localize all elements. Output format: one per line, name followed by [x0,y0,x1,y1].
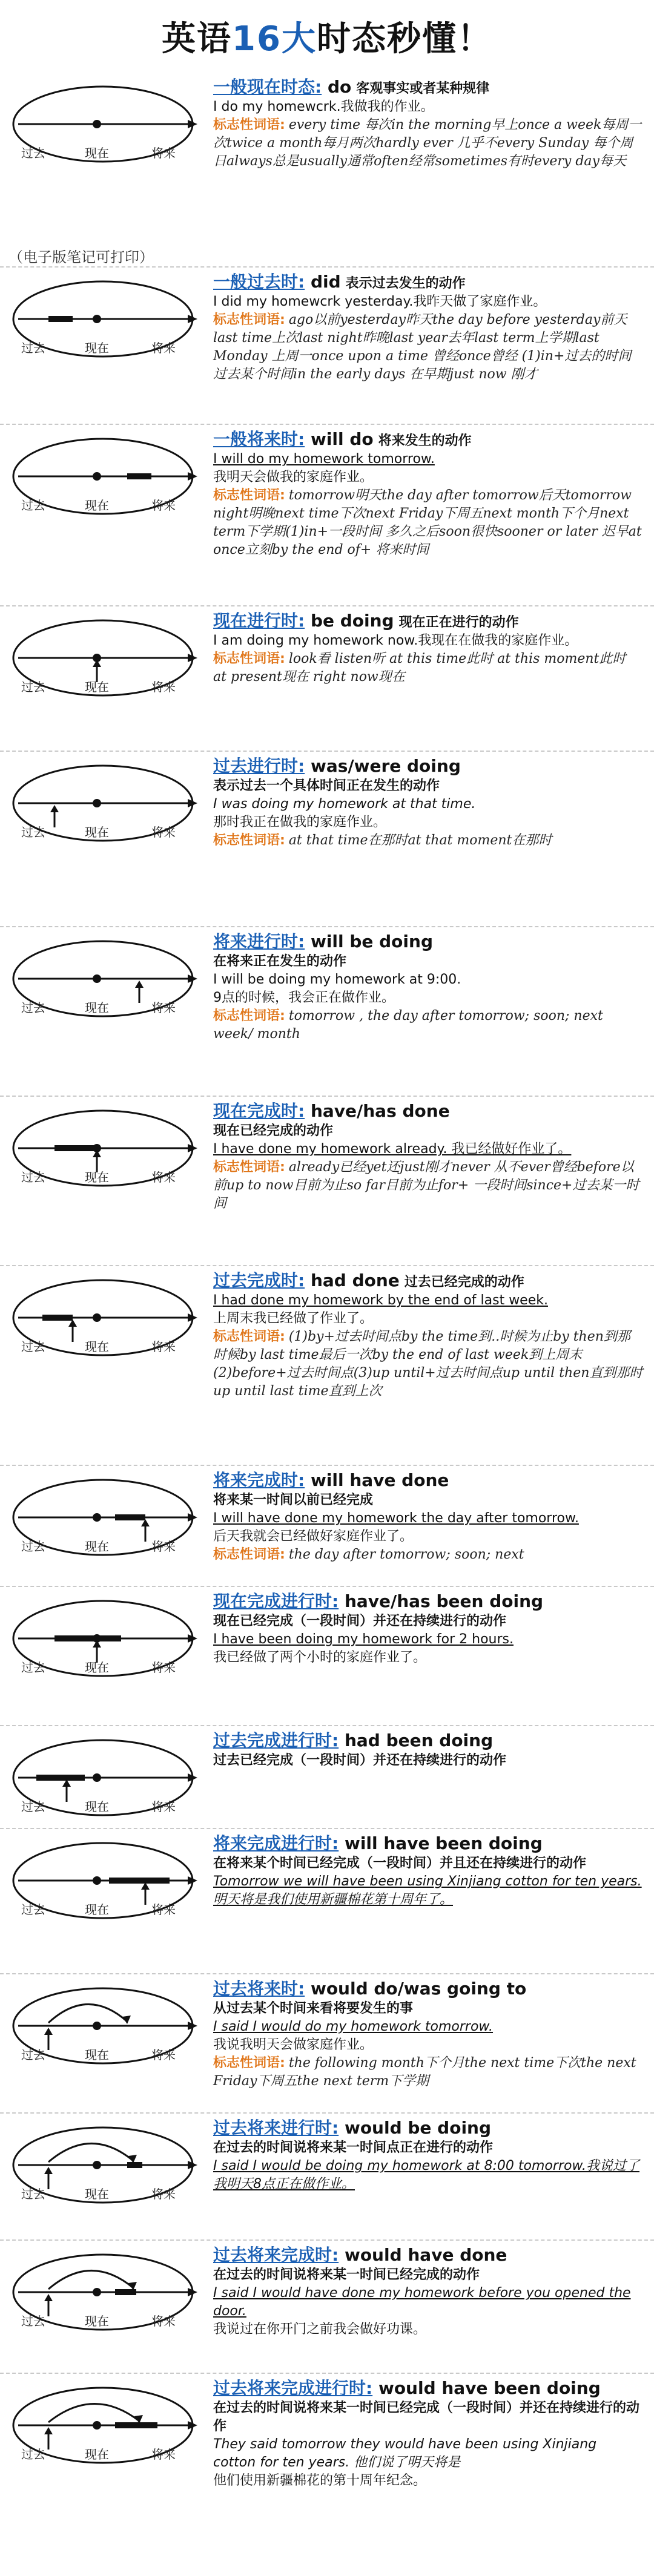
tense-definition: 从过去某个时间来看将要发生的事 [213,2001,414,2017]
tense-name: 过去完成进行时: [213,1730,339,1750]
tense-content [213,2244,643,2339]
label-past: 过去 [21,2187,45,2201]
label-future: 将来 [151,1000,176,1015]
signal-words [213,1158,643,1213]
past-arrow [44,2427,53,2450]
tense-name: 将来完成进行时: [213,1833,339,1853]
timeline-diagram [6,2114,206,2235]
label-future: 将来 [151,1799,176,1814]
signal-words-text: tomorrow明天the day after tomorrow后天tomorrow night明晚next time下次next Friday下周五next month下个月next term下学期(1)in+一段时间 多久之后soon很快sooner or later 迟早at once立刻by the end of+ 将来时间 [213,488,642,557]
tense-form: would have done [339,2245,507,2265]
label-future: 将来 [151,1539,176,1554]
tense-form: had been doing [339,1730,494,1750]
example-sentence: I am doing my homework now.我现在在做我的家庭作业。 [213,633,578,649]
past-arrow [44,2028,53,2050]
tense-name: 过去将来进行时: [213,2118,339,2138]
tense-name: 将来进行时: [213,932,305,951]
future-arrow [135,981,144,1003]
example-sentence: I have done my homework already. 我已经做好作业了。 [213,1142,572,1157]
label-now: 现在 [85,680,109,694]
example-sentence: I had done my homework by the end of last week. [213,1293,548,1309]
now-dot [93,315,101,323]
label-now: 现在 [85,1660,109,1675]
timeline-diagram [6,927,206,1048]
tense-content [213,610,643,686]
signal-words-text: tomorrow , the day after tomorrow; soon; next week/ month [213,1008,603,1042]
tense-heading [213,2377,643,2399]
timeline-svg [6,1587,206,1708]
signal-words [213,116,643,171]
tense-heading [213,610,643,632]
tense-section [0,1465,654,1587]
past-arrow [50,805,59,827]
example-sentence: 后天我就会已经做好家庭作业了。 [213,1529,414,1545]
tense-form: will have done [305,1470,449,1490]
tense-description: 客观事实或者某种规律 [356,81,490,96]
label-future: 将来 [151,498,176,513]
label-now: 现在 [85,2314,109,2328]
example-sentence: I have been doing my homework for 2 hours. [213,1632,514,1648]
tense-content [213,1978,643,2091]
tense-definition: 在将来正在发生的动作 [213,954,347,970]
tense-content [213,931,643,1043]
tense-section [0,424,654,606]
now-dot [93,1313,101,1322]
label-now: 现在 [85,2187,109,2201]
timeline-svg [6,606,206,728]
tense-name: 一般过去时: [213,272,305,292]
signal-words-text: every time 每次in the morning早上once a week每周一次twice a month每月两次hardly ever 几乎不every Sunday 每个周日always总是usually通常often经常sometimes有时every day每天 [213,117,642,169]
example-sentence: I did my homewcrk yesterday.我昨天做了家庭作业。 [213,294,547,310]
label-future: 将来 [151,1339,176,1354]
signal-words-text: already已经yet还just刚才never 从不ever曾经before以前up to now目前为止so far目前为止for+ 一段时间since+过去某一时间 [213,1160,639,1212]
signal-words-label: 标志性词语: [213,1160,285,1175]
now-dot [93,2421,101,2430]
signal-words-label: 标志性词语: [213,1329,285,1345]
tense-content [213,271,643,384]
tense-section [0,1973,654,2114]
label-past: 过去 [21,1660,45,1675]
label-past: 过去 [21,1799,45,1814]
label-past: 过去 [21,1170,45,1184]
example-sentence: 那时我正在做我的家庭作业。 [213,815,387,830]
title-post: 时态秒懂！ [316,19,492,59]
example-sentence: 9点的时候，我会正在做作业。 [213,990,395,1006]
label-past: 过去 [21,2048,45,2062]
timeline-diagram [6,1974,206,2095]
now-dot [93,1513,101,1522]
label-future: 将来 [151,2447,176,2462]
signal-words [213,832,643,850]
timeline-svg [6,1974,206,2095]
now-dot [93,120,101,128]
timeline-svg [6,752,206,873]
tense-heading [213,1270,643,1292]
timeline-diagram [6,425,206,546]
example-sentence: 我已经做了两个小时的家庭作业了。 [213,1650,427,1666]
tense-name: 过去将来时: [213,1979,305,1999]
tense-section [0,266,654,425]
tense-description: 现在正在进行的动作 [398,615,519,630]
tense-section [0,751,654,927]
timeline-svg [6,2114,206,2235]
tense-definition: 在将来某个时间已经完成（一段时间）并且还在持续进行的动作 [213,1856,587,1871]
label-now: 现在 [85,1000,109,1015]
example-sentence: 我说过在你开门之前我会做好功课。 [213,2322,427,2338]
tense-content [213,2117,643,2193]
tense-section [0,1828,654,1974]
timeline-svg [6,1097,206,1218]
tense-heading [213,1470,643,1491]
tense-definition: 在过去的时间说将来某一时间已经完成（一段时间）并还在持续进行的动作 [213,2400,640,2434]
label-past: 过去 [21,825,45,840]
timeline-diagram [6,606,206,728]
now-dot [93,1773,101,1782]
label-past: 过去 [21,1539,45,1554]
example-sentence: I said I would have done my homework before you opened the door. [213,2285,631,2319]
timeline-svg [6,268,206,389]
future-arrow [141,1519,150,1542]
tense-definition: 现在已经完成的动作 [213,1123,334,1139]
signal-words-text: at that time在那时at that moment在那时 [288,833,552,849]
label-now: 现在 [85,1799,109,1814]
timeline-diagram [6,1829,206,1950]
label-future: 将来 [151,825,176,840]
past-arrow [68,1319,77,1342]
label-now: 现在 [85,498,109,513]
signal-words-label: 标志性词语: [213,312,285,328]
example-sentence: 他们使用新疆棉花的第十周年纪念。 [213,2473,427,2489]
tense-heading [213,271,643,293]
label-past: 过去 [21,341,45,355]
title-pre: 英语 [162,19,233,59]
example-sentence: I will have done my homework the day after tomorrow. [213,1511,579,1526]
signal-words [213,1328,643,1401]
signal-words-label: 标志性词语: [213,651,285,667]
label-past: 过去 [21,146,45,160]
example-sentence: I said I would do my homework tomorrow. [213,2019,494,2035]
tense-form: will be doing [305,932,433,951]
label-future: 将来 [151,341,176,355]
label-now: 现在 [85,1339,109,1354]
tense-content [213,1591,643,1667]
example-sentence: I was doing my homework at that time. [213,797,476,812]
past-future-arc [48,2270,133,2289]
tense-name: 过去进行时: [213,756,305,776]
label-now: 现在 [85,146,109,160]
tense-heading [213,1591,643,1612]
title-num: 16大 [232,19,317,59]
tense-content [213,755,643,850]
tense-section [0,1265,654,1466]
tense-form: would do/was going to [305,1979,527,1999]
tense-content [213,1270,643,1401]
signal-words-text: the following month下个月the next time下次the next Friday下周五the next term下学期 [213,2055,636,2089]
timeline-svg [6,73,206,194]
signal-words-label: 标志性词语: [213,2055,285,2071]
label-future: 将来 [151,146,176,160]
tense-name: 现在完成进行时: [213,1591,339,1611]
tense-name: 现在进行时: [213,611,305,631]
tense-description: 过去已经完成的动作 [404,1275,524,1290]
tense-name: 现在完成时: [213,1101,305,1121]
timeline-svg [6,1829,206,1950]
tense-form: be doing [305,611,394,631]
label-past: 过去 [21,498,45,513]
now-arrow [93,1640,101,1663]
signal-words [213,1546,643,1564]
label-future: 将来 [151,2187,176,2201]
tense-heading [213,931,643,953]
tense-content [213,2377,643,2490]
tense-section [0,2112,654,2241]
tense-heading [213,429,643,450]
example-sentence: 我说我明天会做家庭作业。 [213,2037,374,2053]
label-now: 现在 [85,1539,109,1554]
signal-words-text: (1)by+过去时间点by the time到..时候为止by then到那时候by last time最后一次by the end of last week到上周末(2)before+过去时间点(3)up until+过去时间点up until then直到那时up until last time直到上次 [213,1329,643,1399]
tense-heading [213,1730,643,1752]
timeline-diagram [6,1097,206,1218]
tense-definition: 现在已经完成（一段时间）并还在持续进行的动作 [213,1614,507,1629]
signal-words-label: 标志性词语: [213,1008,285,1024]
tense-name: 过去将来完成时: [213,2245,339,2265]
label-now: 现在 [85,1170,109,1184]
tense-content [213,1100,643,1213]
timeline-svg [6,2374,206,2495]
future-arrow [141,1882,150,1905]
tense-heading [213,1100,643,1122]
tense-form: have/has been doing [339,1591,544,1611]
label-past: 过去 [21,1339,45,1354]
label-now: 现在 [85,1902,109,1917]
tense-section [0,2239,654,2374]
tense-description: 将来发生的动作 [378,433,472,448]
tense-section [0,2373,654,2576]
now-dot [93,2161,101,2169]
signal-words [213,487,643,559]
now-dot [93,472,101,481]
tense-section [0,1586,654,1726]
tense-heading [213,2117,643,2139]
timeline-svg [6,1266,206,1387]
tense-section [0,1725,654,1829]
timeline-diagram [6,268,206,389]
timeline-svg [6,927,206,1048]
tense-definition: 在过去的时间说将来某一时间点正在进行的动作 [213,2140,494,2156]
tense-form: did [305,272,341,292]
now-dot [93,2288,101,2296]
tense-heading [213,76,643,98]
timeline-diagram [6,73,206,194]
tense-description: 表示过去发生的动作 [345,276,466,291]
now-dot [93,2022,101,2030]
signal-words [213,311,643,384]
tense-name: 一般现在时态: [213,77,322,97]
timeline-diagram [6,1587,206,1708]
timeline-diagram [6,2374,206,2495]
past-future-arc [48,2004,127,2023]
example-sentence: I said I would be doing my homework at 8:00 tomorrow.我说过了我明天8点正在做作业。 [213,2158,640,2192]
print-note: （电子版笔记可打印） [8,249,154,266]
tense-definition: 在过去的时间说将来某一时间已经完成的动作 [213,2267,480,2283]
tense-section [0,73,654,242]
example-sentence: 上周末我已经做了作业了。 [213,1311,374,1327]
timeline-svg [6,2241,206,2362]
tense-form: would have been doing [372,2378,601,2398]
signal-words-text: ago以前yesterday昨天the day before yesterday前天last time上次last night昨晚last year去年last term上学期last Monday 上周一once upon a time 曾经once曾经 (1)in+过去的时间 过去某个时间in the early days 在早期just now 刚才 [213,312,632,383]
signal-words-label: 标志性词语: [213,833,285,849]
tense-form: have/has done [305,1101,450,1121]
past-future-arc [48,2143,133,2162]
tense-content [213,1470,643,1564]
timeline-diagram [6,2241,206,2362]
now-arrow [93,1150,101,1172]
tense-form: had done [305,1270,400,1290]
timeline-diagram [6,1266,206,1387]
timeline-svg [6,1466,206,1587]
label-past: 过去 [21,2447,45,2462]
tense-content [213,76,643,171]
tense-definition: 将来某一时间以前已经完成 [213,1493,374,1508]
example-sentence: Tomorrow we will have been using Xinjiang cotton for ten years.明天将是我们使用新疆棉花第十周年了。 [213,1874,642,1908]
tense-section [0,605,654,752]
tense-content [213,429,643,559]
example-sentence: I will do my homework tomorrow. [213,452,435,467]
signal-words-text: the day after tomorrow; soon; next [288,1547,524,1563]
example-sentence: They said tomorrow they would have been using Xinjiang cotton for ten years. 他们说了明天将是 [213,2437,597,2471]
example-sentence: I will be doing my homework at 9:00. [213,972,461,988]
label-now: 现在 [85,825,109,840]
signal-words [213,1007,643,1043]
label-future: 将来 [151,2048,176,2062]
tense-heading [213,2244,643,2266]
timeline-diagram [6,752,206,873]
now-dot [93,974,101,983]
past-future-arc [48,2404,139,2422]
tense-form: would be doing [339,2118,492,2138]
tense-heading [213,1833,643,1855]
label-now: 现在 [85,341,109,355]
tense-form: do [322,77,352,97]
tense-definition: 表示过去一个具体时间正在发生的动作 [213,778,440,794]
tense-content [213,1730,643,1770]
past-arrow [62,1779,71,1802]
now-dot [93,1876,101,1885]
label-future: 将来 [151,2314,176,2328]
label-now: 现在 [85,2048,109,2062]
tense-form: was/were doing [305,756,461,776]
label-future: 将来 [151,680,176,694]
timeline-diagram [6,1466,206,1587]
tense-definition: 过去已经完成（一段时间）并还在持续进行的动作 [213,1753,507,1769]
label-past: 过去 [21,2314,45,2328]
past-arrow [44,2167,53,2189]
signal-words-label: 标志性词语: [213,488,285,504]
tense-name: 过去完成时: [213,1270,305,1290]
signal-words [213,2054,643,2091]
tense-section [0,1096,654,1266]
tense-heading [213,1978,643,2000]
label-past: 过去 [21,1902,45,1917]
now-dot [93,799,101,807]
example-sentence: 我明天会做我的家庭作业。 [213,470,374,485]
now-arrow [93,660,101,682]
past-arrow [44,2294,53,2316]
signal-words-label: 标志性词语: [213,117,285,133]
signal-words-text: look看 listen听 at this time此时 at this moment此时 at present现在 right now现在 [213,651,626,685]
tense-heading [213,755,643,777]
signal-words [213,650,643,686]
label-now: 现在 [85,2447,109,2462]
tense-name: 将来完成时: [213,1470,305,1490]
label-future: 将来 [151,1902,176,1917]
tense-form: will do [305,429,374,449]
tense-form: will have been doing [339,1833,543,1853]
label-past: 过去 [21,680,45,694]
label-future: 将来 [151,1170,176,1184]
label-past: 过去 [21,1000,45,1015]
tense-name: 过去将来完成进行时: [213,2378,373,2398]
tense-content [213,1833,643,1909]
timeline-svg [6,425,206,546]
signal-words-label: 标志性词语: [213,1547,285,1563]
page-title [0,0,654,73]
label-future: 将来 [151,1660,176,1675]
example-sentence: I do my homewcrk.我做我的作业。 [213,99,434,115]
tense-section [0,926,654,1097]
tense-name: 一般将来时: [213,429,305,449]
